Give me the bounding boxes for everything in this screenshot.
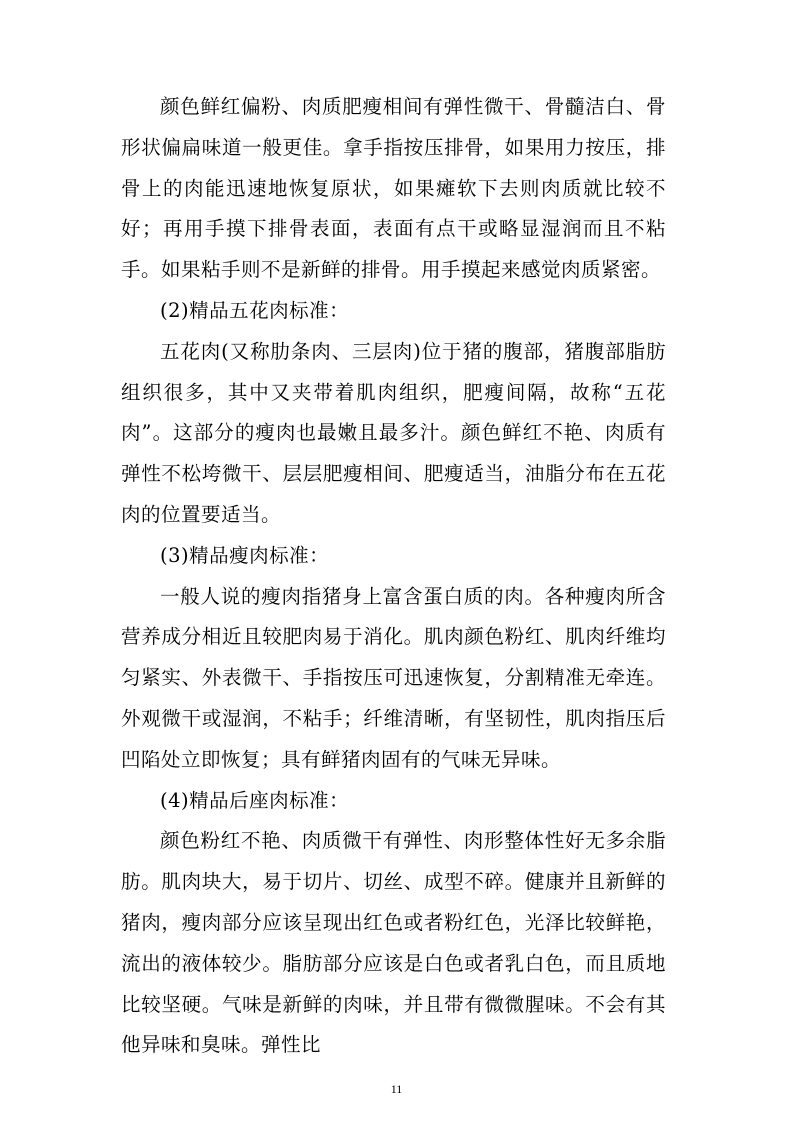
page-number: 11 bbox=[390, 1082, 403, 1096]
document-body bbox=[121, 87, 666, 1066]
heading-pork-belly-standard: (2)精品五花肉标准： bbox=[160, 298, 350, 322]
paragraph-pork-belly: 五花肉(又称肋条肉、三层肉)位于猪的腹部，猪腹部脂肪组织很多，其中又夹带着肌肉组织，肥瘦间隔，故称“五花肉”。这部分的瘦肉也最嫩且最多汁。颜色鲜红不艳、肉质有弹性不松垮微干、层层肥瘦相间、肥瘦适当，油脂分布在五花肉的位置要适当。 bbox=[121, 339, 666, 526]
paragraph-lean-meat: 一般人说的瘦肉指猪身上富含蛋白质的肉。各种瘦肉所含营养成分相近且较肥肉易于消化。肌肉颜色粉红、肌肉纤维均匀紧实、外表微干、手指按压可迅速恢复，分割精准无牵连。外观微干或湿润，不粘手；纤维清晰，有坚韧性，肌肉指压后凹陷处立即恢复；具有鲜猪肉固有的气味无异味。 bbox=[121, 584, 666, 771]
heading-hind-leg-standard: (4)精品后座肉标准： bbox=[160, 788, 350, 812]
paragraph-pork-ribs: 颜色鲜红偏粉、肉质肥瘦相间有弹性微干、骨髓洁白、骨形状偏扁味道一般更佳。拿手指按压排骨，如果用力按压，排骨上的肉能迅速地恢复原状，如果瘫软下去则肉质就比较不好；再用手摸下排骨表面，表面有点干或略显湿润而且不粘手。如果粘手则不是新鲜的排骨。用手摸起来感觉肉质紧密。 bbox=[121, 95, 666, 282]
paragraph-hind-leg: 颜色粉红不艳、肉质微干有弹性、肉形整体性好无多余脂肪。肌肉块大，易于切片、切丝、成型不碎。健康并且新鲜的猪肉，瘦肉部分应该呈现出红色或者粉红色，光泽比较鲜艳，流出的液体较少。脂肪部分应该是白色或者乳白色，而且质地比较坚硬。气味是新鲜的肉味，并且带有微微腥味。不会有其他异味和臭味。弹性比 bbox=[121, 829, 666, 1057]
heading-lean-meat-standard: (3)精品瘦肉标准： bbox=[160, 543, 330, 567]
